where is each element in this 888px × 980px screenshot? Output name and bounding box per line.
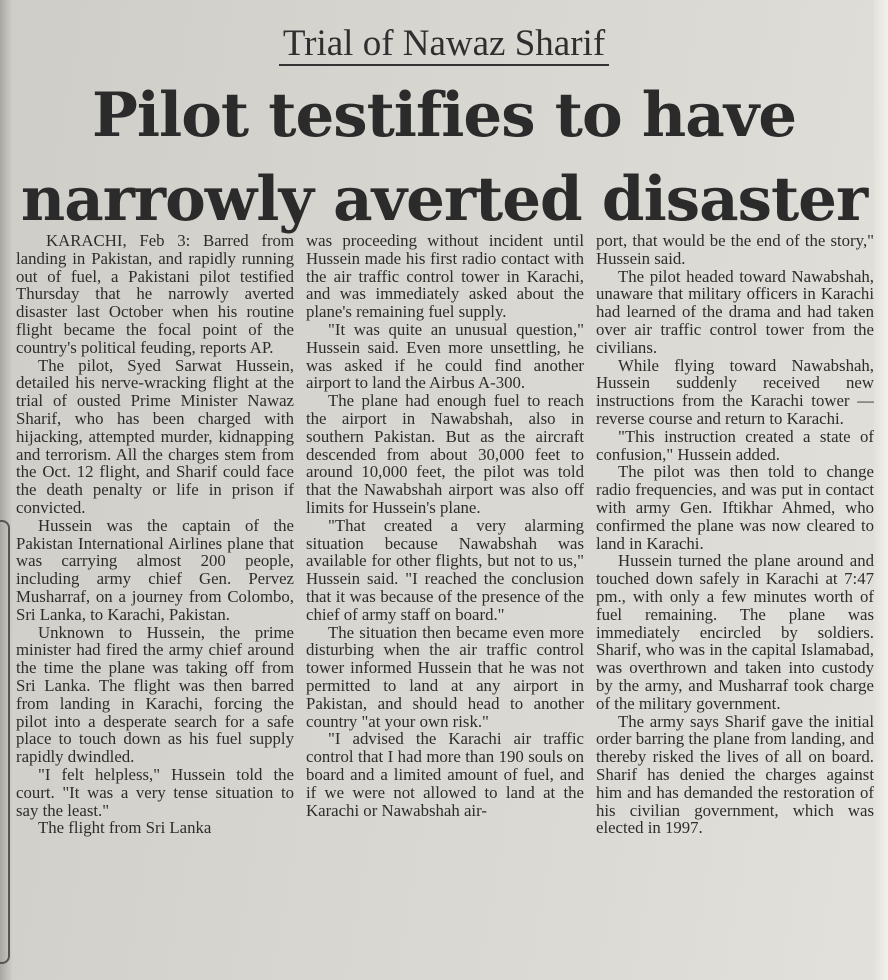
paragraph: The pilot headed toward Nawabshah, unaware that military officers in Karachi had learned of the drama and had taken over air traffic control tower from the civilians. bbox=[596, 266, 874, 357]
article-column-3 bbox=[596, 232, 874, 972]
headline: Pilot testifies to have narrowly averted disaster bbox=[20, 80, 868, 235]
paragraph: "This instruction created a state of confusion," Hussein added. bbox=[596, 426, 874, 464]
paragraph: "I felt helpless," Hussein told the court. "It was a very tense situation to say the least." bbox=[16, 764, 294, 820]
paragraph: The army says Sharif gave the initial order barring the plane from landing, and thereby risked the lives of all on board. Sharif has denied the charges against him and has demanded the restoration of his civilian government, which was elected in 1997. bbox=[596, 711, 874, 838]
paragraph: The pilot, Syed Sarwat Hussein, detailed his nerve-wracking flight at the trial of ousted Prime Minister Nawaz Sharif, who has been charged with hijacking, attempted murder, kidnapping and terrorism. All the charges stem from the Oct. 12 flight, and Sharif could face the death penalty or life in prison if convicted. bbox=[16, 355, 294, 517]
paragraph: The situation then became even more disturbing when the air traffic control tower informed Hussein that he was not permitted to land at any airport in Pakistan, and should head to another country "at your own risk." bbox=[306, 622, 584, 731]
paragraph: The flight from Sri Lanka bbox=[38, 818, 212, 838]
pen-bracket-mark bbox=[0, 520, 10, 964]
paragraph: Unknown to Hussein, the prime minister had fired the army chief around the time the plane was taking off from Sri Lanka. The flight was then barred from landing in Karachi, forcing the pilot into a desperate search for a safe place to touch down as his fuel supply rapidly dwindled. bbox=[16, 622, 294, 767]
paragraph: port, that would be the end of the story," Hussein said. bbox=[596, 232, 874, 268]
paragraph: While flying toward Nawabshah, Hussein suddenly received new instructions from the Karachi tower — reverse course and return to Karachi. bbox=[596, 355, 874, 428]
paragraph: The plane had enough fuel to reach the airport in Nawabshah, also in southern Pakistan. But as the aircraft descended from about 30,000 feet to around 10,000 feet, the pilot was told that the Nawabshah airport was also off limits for Hussein's plane. bbox=[306, 391, 584, 517]
paragraph: was proceeding without incident until Hussein made his first radio contact with the air traffic control tower in Karachi, and was immediately asked about the plane's remaining fuel supply. bbox=[306, 232, 584, 322]
paragraph: Hussein was the captain of the Pakistan International Airlines plane that was carrying almost 200 people, including army chief Gen. Pervez Musharraf, on a journey from Colombo, Sri Lanka, to Karachi, Pakistan. bbox=[16, 515, 294, 624]
paragraph: "It was quite an unusual question," Hussein said. Even more unsettling, he was asked if he could find another airport to land the Airbus A-300. bbox=[306, 319, 584, 393]
article-column-2 bbox=[306, 232, 584, 972]
paragraph: The pilot was then told to change radio frequencies, and was put in contact with army Gen. Iftikhar Ahmed, who confirmed the plane was now cleared to land in Karachi. bbox=[596, 462, 874, 553]
paragraph: KARACHI, Feb 3: Barred from landing in Pakistan, and rapidly running out of fuel, a Pakistani pilot testified Thursday that he narrowly averted disaster last October when his routine flight became the focal point of the country's political feuding, reports AP. bbox=[16, 232, 294, 357]
paragraph: "I advised the Karachi air traffic control that I had more than 190 souls on board and a limited amount of fuel, and if we were not allowed to land at the Karachi or Nawabshah air- bbox=[306, 729, 584, 820]
kicker-text: Trial of Nawaz Sharif bbox=[279, 23, 609, 66]
article-column-1 bbox=[16, 232, 294, 972]
kicker-heading bbox=[0, 22, 888, 65]
paragraph: "That created a very alarming situation because Nawabshah was available for other flights, but not to us," Hussein said. "I reached the conclusion that it was because of the presence of the chief of army staff on board." bbox=[306, 515, 584, 624]
article-body bbox=[16, 232, 874, 972]
paragraph: Hussein turned the plane around and touched down safely in Karachi at 7:47 pm., with only a few minutes worth of fuel remaining. The plane was immediately encircled by soldiers. Sharif, who was in the capital Islamabad, was overthrown and taken into custody by the army, and Musharraf took charge of the military government. bbox=[596, 551, 874, 713]
